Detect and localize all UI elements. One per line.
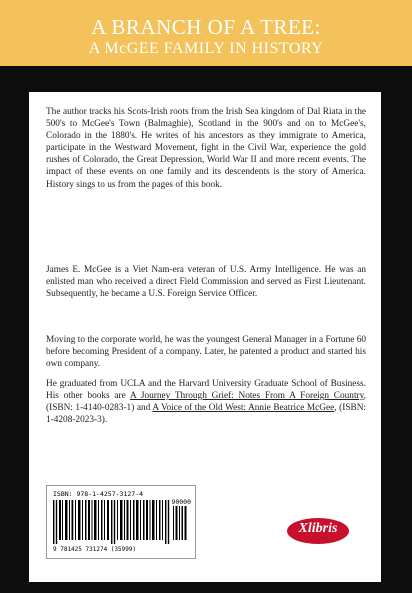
other-book-title-2: A Voice of the Old West: Annie Beatrice McGee [152, 403, 335, 414]
author-bio-corporate: Moving to the corporate world, he was the youngest General Manager in a Fortune 60 before becoming President of a company. Later, he patented a product and started his own company. [46, 335, 366, 370]
blurb-panel [29, 92, 381, 582]
publisher-logo [286, 517, 350, 545]
publisher-name: Xlibris [298, 521, 338, 536]
other-book-title-1: A Journey Through Grief: Notes From A Foreign Country [129, 391, 364, 402]
title-band [0, 0, 412, 66]
author-bio-education [46, 378, 366, 426]
education-text: He graduated from UCLA and the Harvard University Graduate School of Business. His other books are [46, 379, 366, 402]
isbn-barcode [46, 485, 196, 559]
barcode-digits: 9 781425 731274 (35999) [53, 546, 137, 553]
barcode-bars [53, 500, 189, 544]
author-bio-military: James E. McGee is a Viet Nam-era veteran of U.S. Army Intelligence. He was an enlisted man who received a direct Field Commission and served as First Lieutenant. Subsequently, he became a U.S. Foreign Service Officer. [46, 265, 366, 300]
other-book-isbn-1: , (ISBN: 1-4140-0283-1) and [46, 391, 366, 414]
isbn-label: ISBN: 978-1-4257-3127-4 [53, 490, 144, 498]
book-subtitle: A McGEE FAMILY IN HISTORY [88, 40, 324, 57]
price-code: 90000 [171, 498, 191, 506]
book-description: The author tracks his Scots-Irish roots from the Irish Sea kingdom of Dal Riata in the 500's to McGee's Town (Balmaghie), Scotland in the 900's and on to McGee's, Colorado in the 1880's. He writes of his ancestors as they immigrate to America, participate in the Westward Movement, fight in the Civil War, experience the gold rushes of Colorado, the Great Depression, World War II and more recent events. The impact of these events on one family and its descendents is the story of America. History sings to us from the pages of this book. [46, 107, 366, 190]
other-book-isbn-2: , (ISBN: 1-4208-2023-3). [46, 403, 366, 426]
book-title: A BRANCH OF A TREE: [91, 15, 321, 39]
